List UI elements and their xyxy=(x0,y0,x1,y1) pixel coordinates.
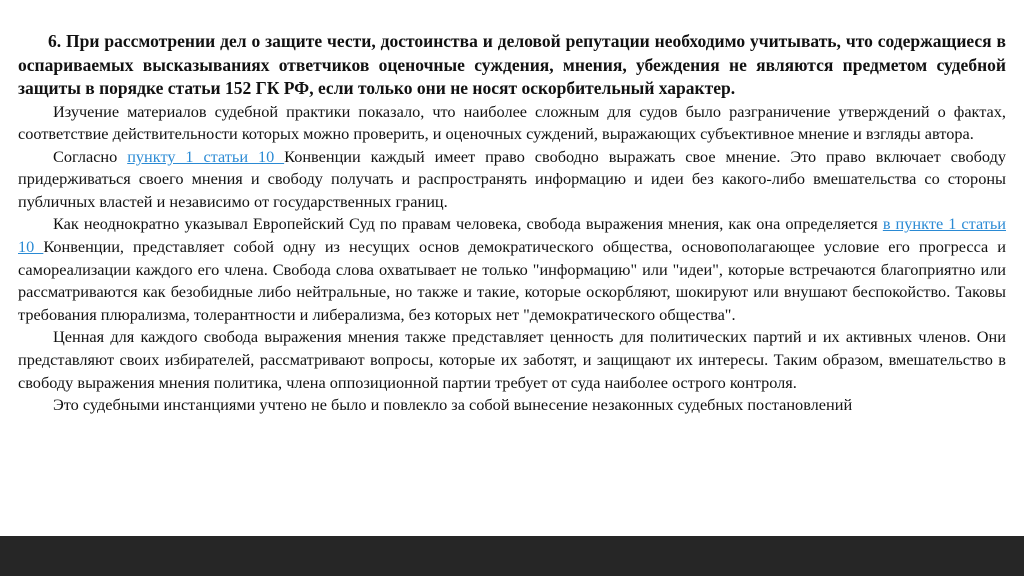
paragraph-judicial-practice: Изучение материалов судебной практики показало, что наиболее сложным для судов было разграничение утверждений о фактах, соответствие действительности которых можно проверить, и оценочных суждений, выражающих субъективное мнение и взгляды автора. xyxy=(18,101,1006,144)
article-10-link[interactable]: пункту 1 статьи 10 xyxy=(127,146,285,166)
paragraph-echr xyxy=(18,213,1006,326)
slide-content xyxy=(18,30,1006,417)
section-heading: 6. При рассмотрении дел о защите чести, достоинства и деловой репутации необходимо учитывать, что содержащиеся в оспариваемых высказываниях ответчиков оценочные суждения, мнения, убеждения не являются предметом судебной защиты в порядке статьи 152 ГК РФ, если только они не носят оскорбительный характер. xyxy=(18,31,1006,98)
paragraph-convention-right xyxy=(18,146,1006,214)
paragraph-conclusion: Это судебными инстанциями учтено не было и повлекло за собой вынесение незаконных судебных постановлений xyxy=(53,395,853,415)
paragraph-text: Конвенции, представляет собой одну из несущих основ демократического общества, основополагающее условие его прогресса и самореализации каждого его члена. Свобода слова охватывает не только "информацию" или "идеи", которые встречаются благоприятно или рассматриваются как безобидные либо нейтральные, но также и такие, которые оскорбляют, шокируют или внушают беспокойство. Таковы требования плюрализма, толерантности и либерализма, без которых нет "демократического общества". xyxy=(18,237,1006,324)
paragraph-text: Конвенции каждый имеет право свободно выражать свое мнение. Это право включает свободу придерживаться своего мнения и свободу получать и распространять информацию и идеи без какого-либо вмешательства со стороны публичных властей и независимо от государственных границ. xyxy=(18,146,1007,211)
paragraph-text: Согласно xyxy=(53,146,128,166)
article-10-link-2[interactable]: в пункте 1 статьи 10 xyxy=(18,214,1006,257)
paragraph-political-parties: Ценная для каждого свобода выражения мнения также представляет ценность для политических партий и их активных членов. Они представляют своих избирателей, рассматривают вопросы, которые их заботят, и защищают их интересы. Таким образом, вмешательство в свободу выражения мнения политика, члена оппозиционной партии требует от суда наиболее острого контроля. xyxy=(18,327,1006,392)
footer-bar xyxy=(0,536,1024,576)
paragraph-text: Как неоднократно указывал Европейский Суд по правам человека, свобода выражения мнения, как она определяется xyxy=(53,214,883,234)
